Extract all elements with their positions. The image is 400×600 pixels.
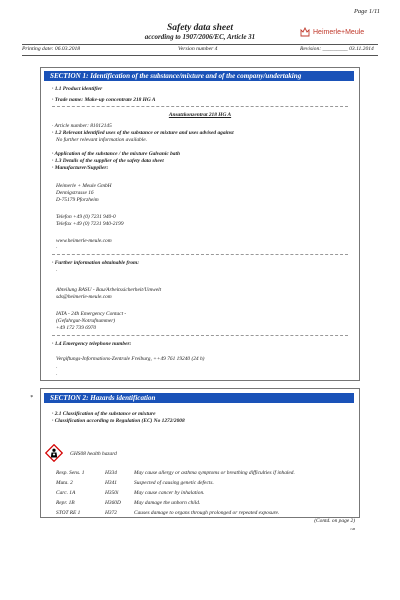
dot-4: · [56,372,58,378]
header-rule-2 [22,55,378,56]
hazard-class-2: Muta. 2 [56,480,73,486]
relevant-uses: · 1.2 Relevant identified uses of the substance or mixture and uses advised against [52,130,234,136]
hazard-class-4: Repr. 1B [56,500,75,506]
no-info-text: No further relevant information available. [56,137,147,143]
ghs-label: GHS08 health hazard [70,451,117,457]
revision-mark: * [30,395,33,401]
hazard-class-3: Carc. 1A [56,490,76,496]
iata-phone: +49 172 739 6970 [56,325,97,331]
hazard-code-1: H334 [105,470,117,476]
further-info: · Further information obtainable from: [52,260,140,266]
divider-2 [52,335,348,336]
product-identifier: · 1.1 Product identifier [52,86,103,92]
document-subtitle: according to 1907/2006/EC, Article 31 [144,33,256,41]
dot-2: · [56,268,58,274]
revision-date: Revision: _________ 03.11.2014 [300,46,374,52]
details-supplier: · 1.3 Details of the supplier of the safety data sheet [52,158,164,164]
dot-3: · [56,365,58,371]
iata-contact: IATA - 24h Emergency Contact - [56,311,127,317]
hazard-code-3: H350i [105,490,119,496]
website-link[interactable]: www.heimerle-meule.com [56,238,112,244]
hazard-code-2: H341 [105,480,117,486]
hazard-text-4: May damage the unborn child. [134,500,201,506]
hazard-text-1: May cause allergy or asthma symptoms or breathing difficulties if inhaled. [134,470,295,476]
document-title: Safety data sheet [167,23,233,33]
dot-1: · [56,245,58,251]
section-1-title: SECTION 1: Identification of the substance/mixture and of the company/undertaking [44,71,354,81]
section-2-title: SECTION 2: Hazards identification [44,393,354,403]
email-link[interactable]: sds@heimerle-meule.com [56,294,112,300]
department: Abteilung BASU - Bau/Arbeitssicherheit/Umwelt [56,287,162,293]
hazard-class-5: STOT RE 1 [56,510,81,516]
telefax: Telefax +49 (0) 7231 940-2199 [56,221,124,227]
address-line-2: Dennigstrasse 16 [56,190,94,196]
address-line-3: D-75179 Pforzheim [56,197,99,203]
address-line-1: Heimerle + Meule GmbH [56,183,112,189]
hazard-code-4: H360D [105,500,121,506]
version-number: Version number 4 [178,46,218,52]
ghs08-health-hazard-icon [45,444,63,462]
company-logo [300,25,364,39]
logo-text: Heimerle+Meule [313,28,365,36]
hazard-class-1: Resp. Sens. 1 [56,470,85,476]
classification-heading: · 2.1 Classification of the substance or mixture [52,411,156,417]
printing-date: Printing date: 06.03.2018 [22,46,81,52]
header-rule [22,44,378,45]
footer-code: GB [350,527,355,531]
trade-name-de: Ansatzkonzentrat 218 HG A [168,112,232,118]
manufacturer: · Manufacturer/Supplier: [52,165,109,171]
hazard-text-3: May cause cancer by inhalation. [134,490,205,496]
hazard-text-5: Causes damage to organs through prolonged or repeated exposure. [134,510,280,516]
page-number: Page 1/11 [353,8,380,15]
continued-note: (Contd. on page 2) [314,518,355,524]
emergency-phone: · 1.4 Emergency telephone number: [52,341,132,347]
divider-1 [52,254,348,255]
vergiftung-info: Vergiftungs-Informations-Zentrale Freiburg, ++49 761 19240 (24 h) [56,356,205,362]
hazard-code-5: H372 [105,510,117,516]
gefahrgut: (Gefahrgut-Notrufnummer) [56,318,116,324]
application: · Application of the substance / the mixture Galvanic bath [52,151,180,157]
trade-name: · Trade name: Make-up concentrate 218 HG A [52,97,156,103]
hazard-text-2: Suspected of causing genetic defects. [134,480,214,486]
telefon: Telefon +49 (0) 7231 940-0 [56,214,116,220]
regulation-heading: · Classification according to Regulation (EC) No 1272/2008 [52,418,185,424]
crown-icon [300,26,310,38]
article-number: · Article number: 81012145 [52,123,112,129]
trade-name-rule [52,106,348,107]
